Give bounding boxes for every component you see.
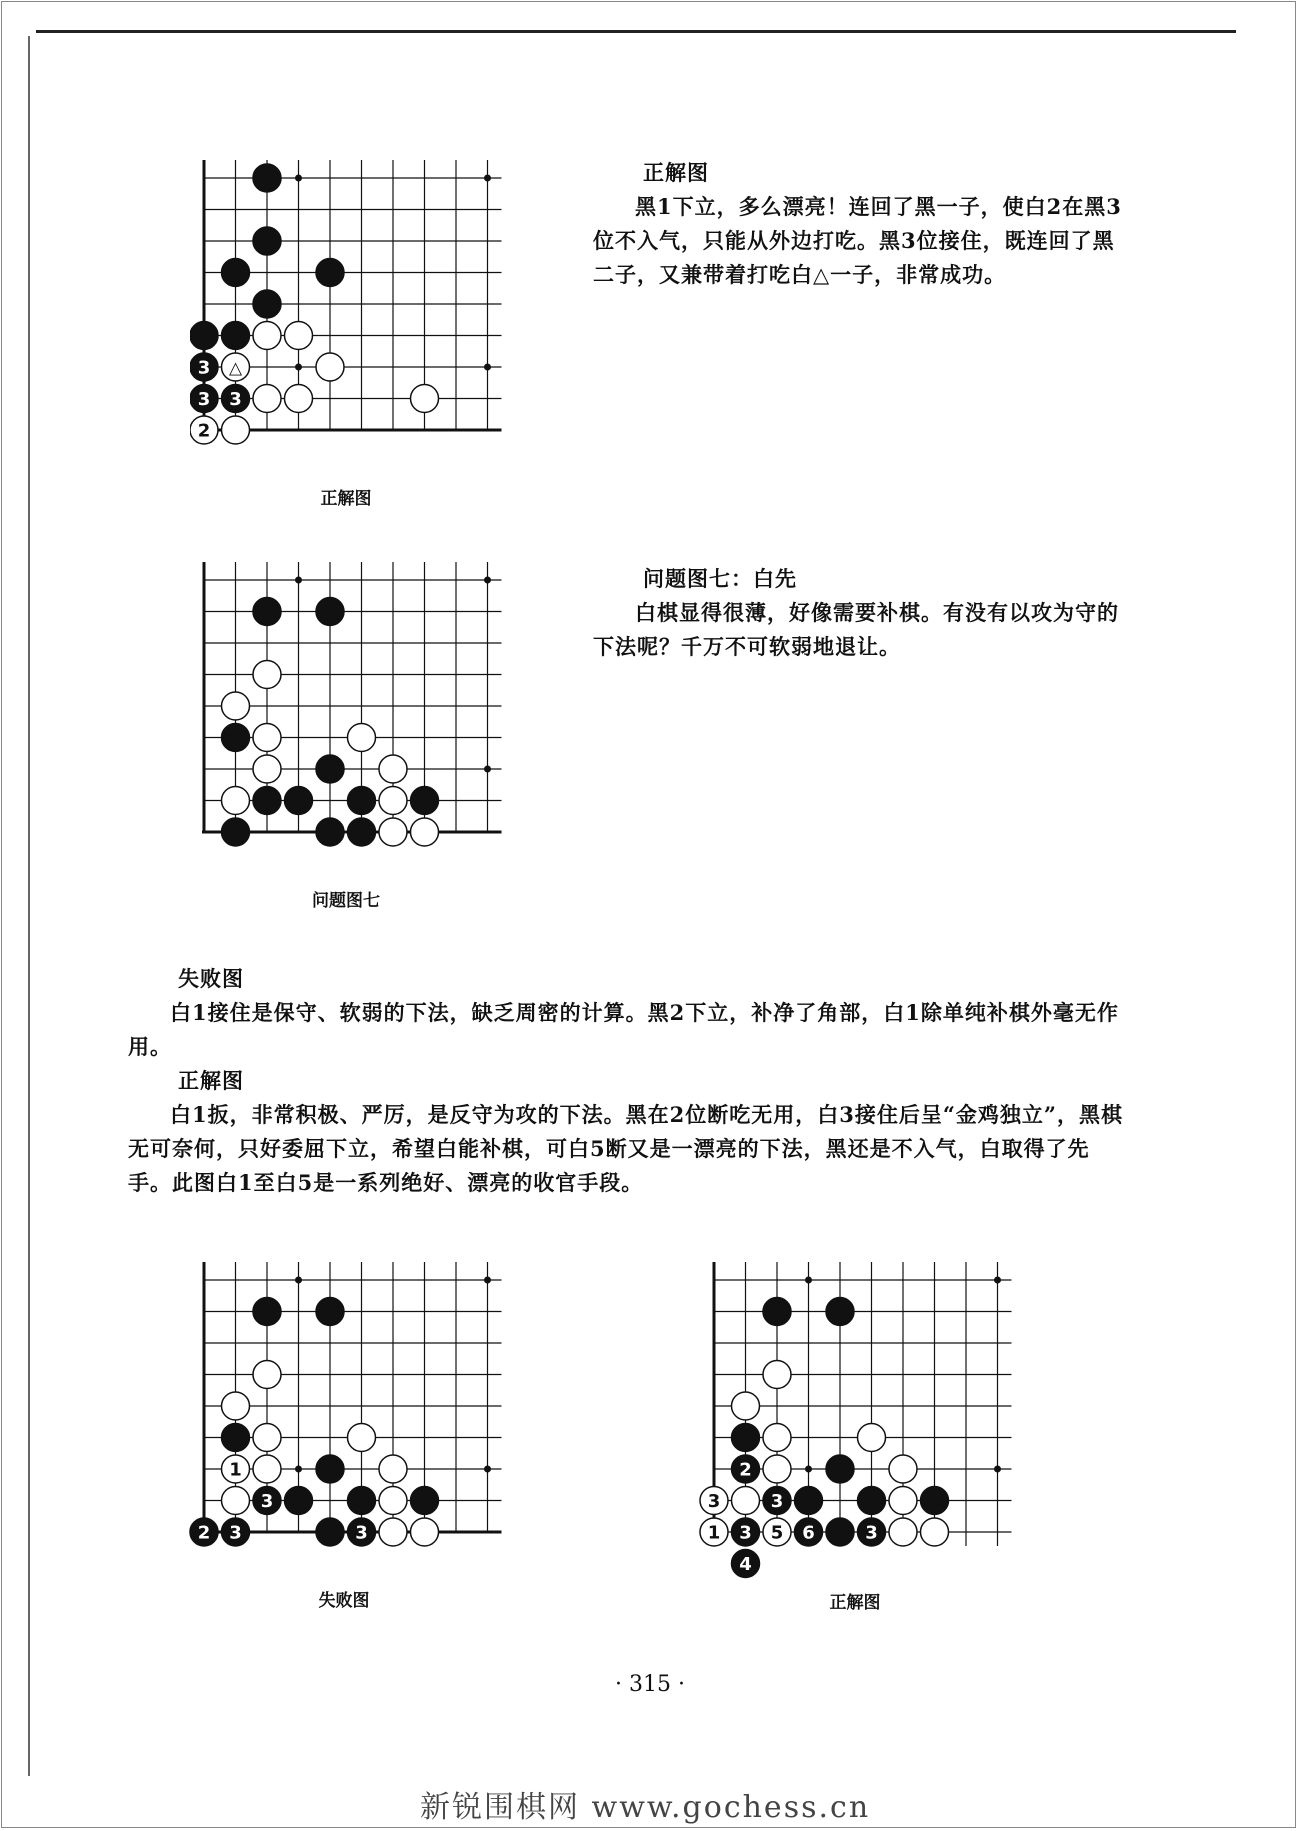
white-stone — [285, 322, 313, 350]
black-stone — [732, 1424, 760, 1452]
black-stone — [316, 259, 344, 287]
white-stone — [379, 755, 407, 783]
black-stone — [190, 322, 218, 350]
star-point — [295, 1277, 302, 1284]
white-stone — [889, 1487, 917, 1515]
black-stone — [826, 1298, 854, 1326]
black-stone — [222, 259, 250, 287]
section1-title: 正解图 — [643, 160, 709, 185]
stone-label: 1 — [707, 1522, 721, 1544]
stone-label: 3 — [739, 1522, 752, 1544]
star-point — [484, 766, 491, 773]
white-stone — [763, 1455, 791, 1483]
black-stone — [411, 1487, 439, 1515]
white-stone — [411, 818, 439, 846]
stone-label: 3 — [260, 1491, 274, 1512]
star-point — [484, 175, 491, 182]
white-stone — [379, 1518, 407, 1546]
black-stone — [826, 1518, 854, 1546]
star-point — [994, 1277, 1001, 1284]
caption-solution-1: 正解图 — [320, 489, 372, 509]
stone-label: 3 — [229, 1522, 242, 1544]
white-stone — [316, 353, 344, 381]
stone-label: 3 — [865, 1522, 878, 1544]
star-point — [484, 1277, 491, 1284]
section2-paragraph: 白棋显得很薄，好像需要补棋。有没有以攻为守的下法呢？千万不可软弱地退让。 — [593, 600, 1119, 659]
white-stone — [379, 787, 407, 815]
black-stone — [348, 1487, 376, 1515]
stone-label: 2 — [197, 1522, 211, 1544]
white-stone — [348, 1424, 376, 1452]
go-board-solution-2 — [690, 1262, 1020, 1592]
black-stone — [316, 818, 344, 846]
star-point — [994, 1466, 1001, 1473]
stone-label: △ — [228, 358, 243, 379]
header-rule — [36, 30, 1236, 33]
section1-paragraph: 黑1下立，多么漂亮！连回了黑一子，使白2在黑3位不入气，只能从外边打吃。黑3位接住，既连回了黑二子，又兼带着打吃白△一子，非常成功。 — [593, 194, 1122, 287]
star-point — [805, 1277, 812, 1284]
black-stone — [253, 290, 281, 318]
star-point — [295, 1466, 302, 1473]
black-stone — [316, 598, 344, 626]
white-stone — [348, 724, 376, 752]
go-board-solution-1 — [190, 160, 510, 470]
stone-label: 3 — [197, 389, 211, 410]
black-stone — [858, 1487, 886, 1515]
black-stone — [316, 755, 344, 783]
white-stone — [222, 692, 250, 720]
black-stone — [253, 1298, 281, 1326]
star-point — [484, 1466, 491, 1473]
black-stone — [253, 598, 281, 626]
left-margin-rule — [28, 36, 30, 1776]
stone-label: 1 — [229, 1459, 242, 1481]
fail-paragraph: 白1接住是保守、软弱的下法，缺乏周密的计算。黑2下立，补净了角部，白1除单纯补棋外毫无作用。 — [128, 1000, 1119, 1059]
black-stone — [222, 322, 250, 350]
black-stone — [222, 1424, 250, 1452]
go-board-problem-7 — [190, 562, 510, 872]
black-stone — [285, 1487, 313, 1515]
white-stone — [732, 1487, 760, 1515]
fail-title: 失败图 — [178, 966, 244, 991]
white-stone — [253, 1361, 281, 1389]
white-stone — [379, 818, 407, 846]
solution-paragraph: 白1扳，非常积极、严厉，是反守为攻的下法。黑在2位断吃无用，白3接住后呈“金鸡独立”，黑棋无可奈何，只好委屈下立，希望白能补棋，可白5断又是一漂亮的下法，黑还是不入气，白取得了先手。此图白1至白5是一系列绝好、漂亮的收官手段。 — [128, 1102, 1123, 1195]
star-point — [295, 577, 302, 584]
white-stone — [222, 416, 250, 444]
white-stone — [253, 661, 281, 689]
black-stone — [253, 227, 281, 255]
white-stone — [858, 1424, 886, 1452]
white-stone — [222, 1392, 250, 1420]
section2-title: 问题图七：白先 — [643, 566, 797, 591]
caption-problem-7: 问题图七 — [312, 891, 380, 911]
white-stone — [285, 385, 313, 413]
black-stone — [222, 724, 250, 752]
black-stone — [411, 787, 439, 815]
section2-block — [593, 562, 1133, 664]
solution-title: 正解图 — [178, 1068, 244, 1093]
black-stone — [222, 818, 250, 846]
go-board-failure — [180, 1262, 510, 1572]
stone-label: 6 — [802, 1522, 815, 1544]
white-stone — [379, 1455, 407, 1483]
star-point — [484, 577, 491, 584]
star-point — [484, 364, 491, 371]
white-stone — [253, 385, 281, 413]
white-stone — [222, 1487, 250, 1515]
stone-label: 3 — [355, 1522, 368, 1544]
black-stone — [826, 1455, 854, 1483]
stone-label: 2 — [739, 1459, 752, 1481]
caption-solution-2: 正解图 — [829, 1593, 881, 1613]
white-stone — [253, 755, 281, 783]
white-stone — [379, 1487, 407, 1515]
section1-block — [593, 156, 1133, 292]
white-stone — [889, 1518, 917, 1546]
stone-label: 3 — [197, 357, 211, 379]
white-stone — [889, 1455, 917, 1483]
caption-failure: 失败图 — [318, 1591, 370, 1611]
white-stone — [411, 1518, 439, 1546]
black-stone — [348, 818, 376, 846]
star-point — [295, 364, 302, 371]
white-stone — [921, 1518, 949, 1546]
black-stone — [253, 787, 281, 815]
white-stone — [763, 1361, 791, 1389]
stone-label: 3 — [770, 1491, 784, 1512]
page-number: · 315 · — [615, 1672, 685, 1697]
stone-label: 3 — [707, 1491, 721, 1512]
star-point — [295, 175, 302, 182]
black-stone — [316, 1518, 344, 1546]
stone-label: 4 — [739, 1554, 752, 1575]
black-stone — [316, 1298, 344, 1326]
black-stone — [763, 1298, 791, 1326]
footer-watermark: 新锐围棋网 www.gochess.cn — [420, 1790, 871, 1825]
black-stone — [316, 1455, 344, 1483]
black-stone — [795, 1487, 823, 1515]
white-stone — [253, 1424, 281, 1452]
black-stone — [921, 1487, 949, 1515]
star-point — [805, 1466, 812, 1473]
black-stone — [253, 164, 281, 192]
white-stone — [763, 1424, 791, 1452]
black-stone — [285, 787, 313, 815]
stone-label: 3 — [229, 389, 242, 410]
white-stone — [253, 724, 281, 752]
stone-label: 2 — [197, 420, 211, 442]
white-stone — [253, 1455, 281, 1483]
white-stone — [253, 322, 281, 350]
black-stone — [348, 787, 376, 815]
white-stone — [222, 787, 250, 815]
white-stone — [732, 1392, 760, 1420]
section3-block — [128, 962, 1128, 1200]
stone-label: 5 — [770, 1522, 784, 1544]
white-stone — [411, 385, 439, 413]
